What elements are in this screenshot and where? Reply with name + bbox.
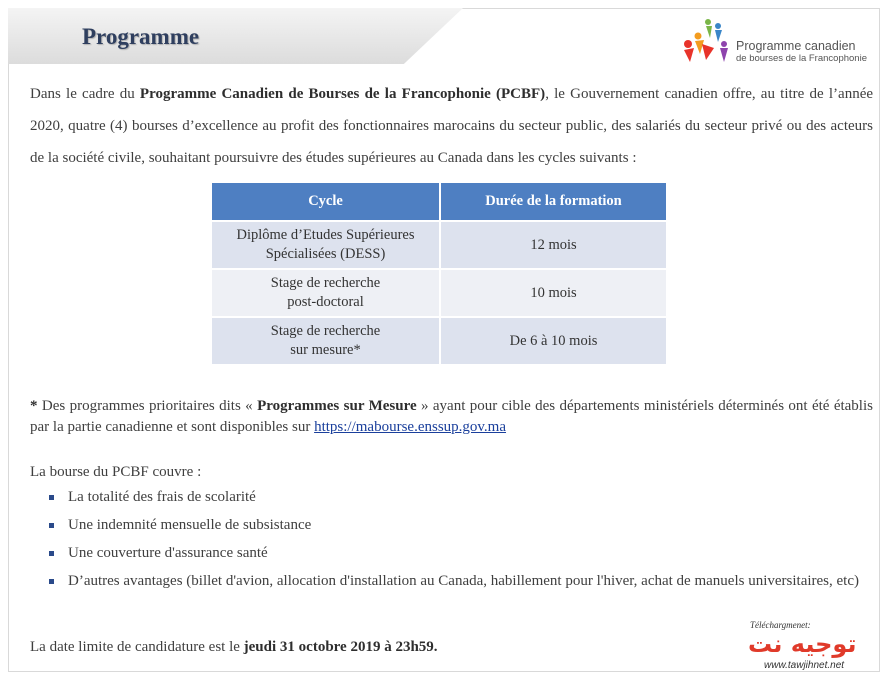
intro-text-1: Dans le cadre du (30, 86, 140, 102)
intro-paragraph (30, 78, 873, 174)
intro-program-name: Programme Canadien de Bourses de la Francophonie (PCBF) (139, 86, 546, 102)
watermark (742, 620, 862, 674)
cycle-cell (211, 269, 440, 317)
watermark-url: www.tawjihnet.net (764, 660, 845, 671)
cycle-line: Stage de recherche (270, 323, 381, 339)
column-header-duration: Durée de la formation (440, 182, 667, 221)
note-asterisk: * (30, 398, 38, 414)
cycle-cell (211, 317, 440, 365)
table-row (211, 317, 667, 365)
cycle-line: Stage de recherche (270, 275, 381, 291)
note-bold: Programmes sur Mesure (257, 398, 417, 414)
table-row (211, 221, 667, 269)
deadline-paragraph (30, 639, 438, 656)
deadline-prefix: La date limite de candidature est le (30, 639, 244, 655)
cycle-line: post-doctoral (287, 294, 364, 310)
cycles-table (210, 181, 668, 366)
note-text-2: » ayant pour cible des départements ministériels déterminés ont été établis par la partie canadienne et sont disponibles sur (30, 398, 873, 435)
cycle-line: Diplôme d’Etudes Supérieures (236, 227, 415, 243)
logo-text-line2: de bourses de la Francophonie (736, 53, 867, 64)
list-item: La totalité des frais de scolarité (48, 487, 873, 508)
logo-text-line1: Programme canadien (736, 39, 856, 53)
intro-text-2: , le Gouvernement canadien offre, au titre de l’année 2020, quatre (4) bourses d’excellence au profit des fonctionnaires marocains du secteur public, des salariés du secteur privé ou des acteurs de la société civile, souhaitant poursuivre des études supérieures au Canada dans les cycles suivants : (30, 86, 874, 166)
pcbf-logo (680, 14, 880, 72)
watermark-logo: توجيه نت (748, 630, 857, 658)
duration-cell: 12 mois (440, 221, 667, 269)
table-row (211, 269, 667, 317)
pcbf-logo-icon (680, 14, 732, 70)
benefits-list (48, 487, 873, 599)
list-item: Une indemnité mensuelle de subsistance (48, 515, 873, 536)
page-title: Programme (82, 24, 200, 49)
duration-cell: 10 mois (440, 269, 667, 317)
covers-intro: La bourse du PCBF couvre : (30, 464, 202, 480)
list-item: Une couverture d'assurance santé (48, 543, 873, 564)
cycle-cell (211, 221, 440, 269)
watermark-label: Téléchargmenet: (750, 620, 811, 630)
cycle-line: sur mesure* (290, 342, 361, 358)
mabourse-link[interactable]: https://mabourse.enssup.gov.ma (314, 419, 507, 435)
note-paragraph (30, 396, 873, 438)
list-item: D’autres avantages (billet d'avion, allocation d'installation au Canada, habillement pour l'hiver, achat de manuels universitaires, etc) (48, 571, 873, 592)
deadline-date: jeudi 31 octobre 2019 à 23h59. (243, 639, 438, 655)
column-header-cycle: Cycle (211, 182, 440, 221)
table-header-row (211, 182, 667, 221)
note-text-1: Des programmes prioritaires dits « (37, 398, 258, 414)
header-band (8, 8, 463, 64)
duration-cell: De 6 à 10 mois (440, 317, 667, 365)
cycle-line: Spécialisées (DESS) (265, 246, 386, 262)
